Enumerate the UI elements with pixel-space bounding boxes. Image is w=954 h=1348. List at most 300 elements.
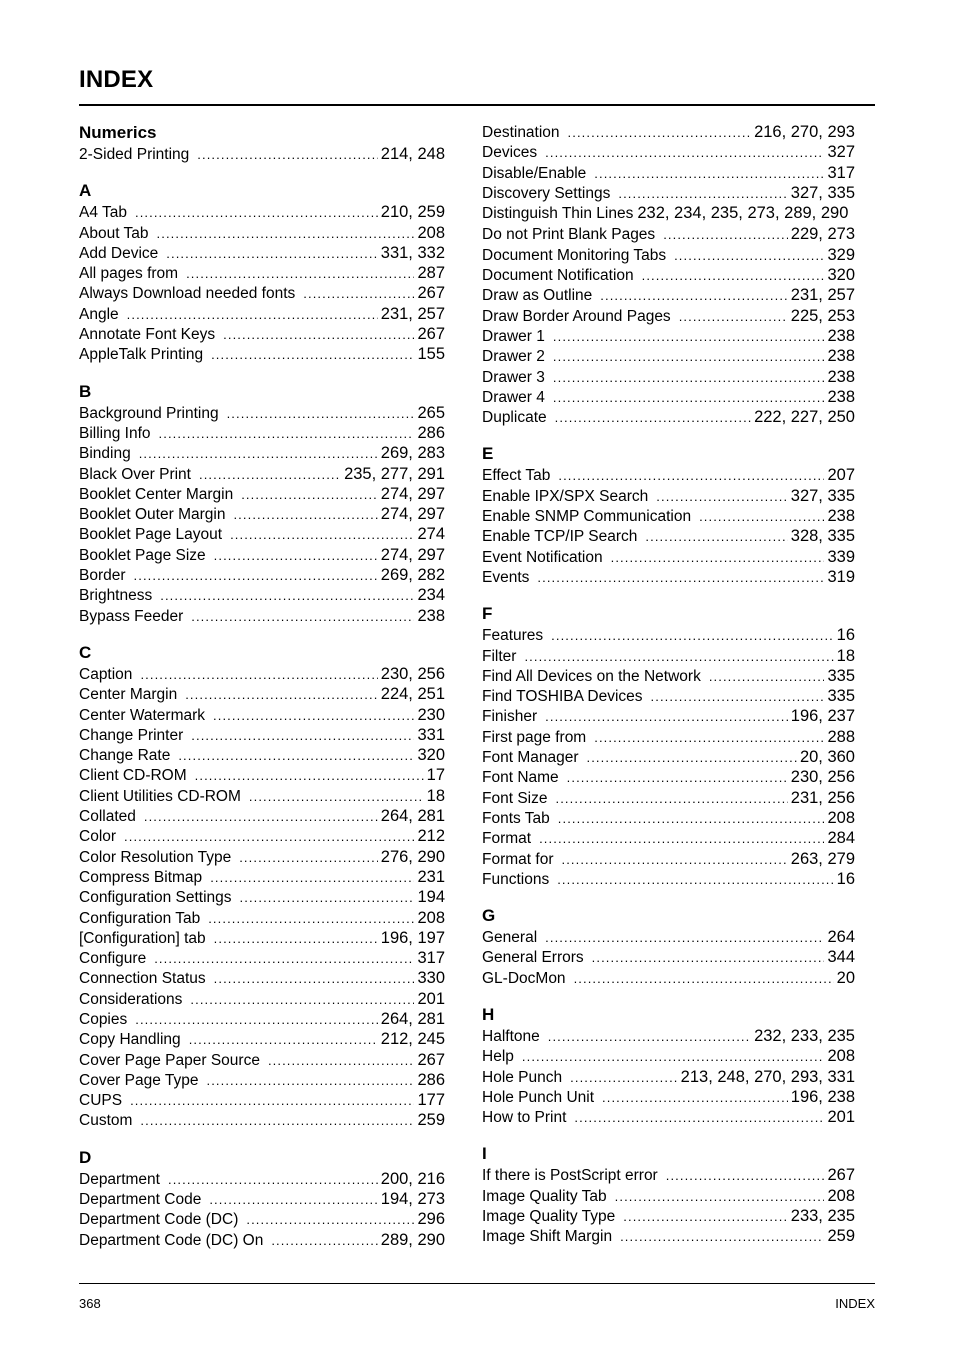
index-entry — [79, 1230, 445, 1250]
index-term: Configuration Settings — [79, 889, 232, 907]
index-entry — [482, 727, 855, 747]
page-references: 264, 281 — [380, 807, 445, 826]
dot-leader — [615, 1187, 825, 1207]
page-references: 238 — [827, 347, 855, 366]
index-term: Copies — [79, 1010, 128, 1028]
index-entry — [482, 306, 855, 326]
page-references: 18 — [836, 646, 855, 665]
index-term: Duplicate — [482, 409, 547, 427]
page-references: 289, 290 — [380, 1230, 445, 1249]
page-references: 269, 283 — [380, 444, 445, 463]
index-term: Format for — [482, 850, 554, 868]
index-term: Color — [79, 828, 117, 846]
index-term: Connection Status — [79, 970, 206, 988]
index-term: Document Notification — [482, 267, 634, 285]
index-section — [79, 180, 445, 364]
section-heading: H — [482, 1004, 495, 1024]
index-term: Hole Punch Unit — [482, 1088, 595, 1106]
page-references: 327, 335 — [790, 183, 855, 202]
footer-rule — [79, 1283, 875, 1284]
dot-leader — [246, 1210, 414, 1230]
dot-leader — [548, 1027, 751, 1047]
index-section — [482, 443, 855, 587]
page-references: 208 — [417, 223, 445, 242]
page-references: 288 — [827, 727, 855, 746]
index-entry — [79, 223, 445, 243]
page-references: 230, 256 — [790, 768, 855, 787]
dot-leader — [602, 1088, 788, 1108]
dot-leader — [199, 465, 341, 485]
index-entry — [482, 1226, 855, 1246]
index-term: Configure — [79, 950, 147, 968]
index-entry — [79, 304, 445, 324]
dot-leader — [674, 246, 824, 266]
page-references: 231, 257 — [380, 304, 445, 323]
index-entry — [79, 1050, 445, 1070]
dot-leader — [144, 807, 378, 827]
index-term: Color Resolution Type — [79, 848, 232, 866]
index-entry — [79, 765, 445, 785]
index-term: Format — [482, 830, 532, 848]
index-term: Enable IPX/SPX Search — [482, 487, 649, 505]
dot-leader — [592, 948, 825, 968]
index-entry — [79, 826, 445, 846]
index-term: Compress Bitmap — [79, 868, 203, 886]
dot-leader — [239, 848, 378, 868]
index-entry — [482, 849, 855, 869]
index-entry — [482, 224, 855, 244]
index-entry — [79, 1209, 445, 1229]
index-term: Event Notification — [482, 548, 603, 566]
dot-leader — [618, 184, 787, 204]
dot-leader — [191, 607, 414, 627]
page-references: 259 — [827, 1227, 855, 1246]
index-term: First page from — [482, 728, 587, 746]
index-entry — [79, 867, 445, 887]
dot-leader — [522, 1047, 825, 1067]
dot-leader — [558, 466, 824, 486]
index-term: Drawer 3 — [482, 368, 545, 386]
page-references: 208 — [827, 808, 855, 827]
index-term: Department Code (DC) — [79, 1211, 239, 1229]
dot-leader — [666, 1166, 825, 1186]
index-entry — [79, 928, 445, 948]
index-term: Department — [79, 1170, 160, 1188]
page-references: 210, 259 — [380, 203, 445, 222]
dot-leader — [545, 928, 824, 948]
dot-leader — [178, 746, 414, 766]
dot-leader — [594, 728, 824, 748]
dot-leader — [249, 787, 424, 807]
index-term: Destination — [482, 124, 560, 141]
header-rule — [79, 104, 875, 106]
index-term: Drawer 2 — [482, 348, 545, 366]
dot-leader — [620, 1227, 824, 1247]
dot-leader — [190, 990, 414, 1010]
index-entry — [79, 524, 445, 544]
dot-leader — [553, 347, 825, 367]
page-references: 319 — [827, 567, 855, 586]
page-references: 214, 248 — [380, 145, 445, 163]
index-term: Department Code (DC) On — [79, 1231, 264, 1249]
index-section — [482, 603, 855, 889]
dot-leader — [651, 687, 825, 707]
index-term: Image Quality Type — [482, 1208, 616, 1226]
index-term: Hole Punch — [482, 1068, 563, 1086]
index-column-left — [79, 122, 445, 1266]
index-term: Draw as Outline — [482, 287, 593, 305]
page-references: 327, 335 — [790, 486, 855, 505]
dot-leader — [157, 224, 415, 244]
index-term: GL-DocMon — [482, 969, 566, 987]
page-references: 238 — [827, 326, 855, 345]
index-entry — [79, 144, 445, 164]
index-section — [482, 1004, 855, 1127]
index-entry — [79, 806, 445, 826]
dot-leader — [555, 789, 787, 809]
index-term: Distinguish Thin Lines — [482, 205, 634, 223]
index-term: Center Margin — [79, 686, 178, 704]
dot-leader — [537, 568, 824, 588]
index-term: How to Print — [482, 1109, 567, 1127]
index-entry — [79, 908, 445, 928]
dot-leader — [656, 487, 787, 507]
page-references: 200, 216 — [380, 1169, 445, 1188]
dot-leader — [241, 485, 378, 505]
page-references: 320 — [827, 266, 855, 285]
index-term: Font Name — [482, 769, 559, 787]
index-entry — [482, 387, 855, 407]
index-entry — [482, 547, 855, 567]
page-references: 320 — [417, 746, 445, 765]
index-entry — [79, 1070, 445, 1090]
page-title: INDEX — [79, 66, 154, 93]
index-entry — [79, 263, 445, 283]
page-references: 344 — [827, 948, 855, 967]
dot-leader — [159, 424, 415, 444]
page-references: 196, 238 — [790, 1087, 855, 1106]
index-term: Help — [482, 1048, 514, 1066]
index-term: Features — [482, 627, 544, 645]
index-entry — [482, 625, 855, 645]
dot-leader — [587, 748, 797, 768]
index-term: Always Download needed fonts — [79, 285, 296, 303]
dot-leader — [223, 325, 414, 345]
page-references: 274, 297 — [380, 545, 445, 564]
section-heading: D — [79, 1147, 92, 1167]
dot-leader — [135, 1010, 378, 1030]
dot-leader — [557, 870, 833, 890]
index-entry — [482, 646, 855, 666]
index-term: Annotate Font Keys — [79, 326, 216, 344]
index-term: 2-Sided Printing — [79, 146, 190, 163]
index-term: Black Over Print — [79, 465, 191, 483]
page-references: 16 — [836, 869, 855, 888]
page-references: 201 — [417, 989, 445, 1008]
page-references: 208 — [827, 1047, 855, 1066]
page-references: 267 — [827, 1166, 855, 1185]
page-references: 329 — [827, 245, 855, 264]
page-references: 267 — [417, 284, 445, 303]
section-heading: A — [79, 181, 92, 201]
page-references: 264 — [827, 928, 855, 947]
index-entry — [482, 869, 855, 889]
dot-leader — [210, 868, 414, 888]
page-references: 212 — [417, 827, 445, 846]
dot-leader — [134, 566, 378, 586]
dot-leader — [568, 123, 752, 143]
page-references: 263, 279 — [790, 849, 855, 868]
dot-leader — [553, 327, 825, 347]
section-heading: F — [482, 604, 493, 624]
section-heading: E — [482, 444, 494, 464]
page-references: 335 — [827, 687, 855, 706]
page-references: 274 — [417, 525, 445, 544]
dot-leader — [555, 408, 751, 428]
dot-leader — [611, 548, 825, 568]
index-term: Bypass Feeder — [79, 607, 184, 625]
index-term: Font Manager — [482, 749, 579, 767]
index-entry — [482, 203, 855, 224]
index-entry — [79, 684, 445, 704]
page-references: 274, 297 — [380, 505, 445, 524]
dot-leader — [214, 546, 378, 566]
index-term: Functions — [482, 870, 550, 888]
dot-leader — [139, 444, 378, 464]
index-entry — [482, 465, 855, 485]
dot-leader — [135, 203, 378, 223]
index-term: Client Utilities CD-ROM — [79, 787, 241, 805]
index-term: Enable TCP/IP Search — [482, 528, 638, 546]
index-entry — [79, 283, 445, 303]
dot-leader — [574, 1108, 824, 1128]
index-term: Font Size — [482, 789, 548, 807]
index-term: Find TOSHIBA Devices — [482, 688, 643, 706]
index-term: Copy Handling — [79, 1031, 181, 1049]
page-references: 196, 237 — [790, 707, 855, 726]
dot-leader — [233, 505, 377, 525]
section-heading: C — [79, 642, 92, 662]
index-term: CUPS — [79, 1092, 123, 1110]
dot-leader — [679, 307, 788, 327]
index-entry — [482, 1067, 855, 1087]
dot-leader — [567, 768, 788, 788]
index-term: Background Printing — [79, 404, 219, 422]
index-entry — [79, 664, 445, 684]
dot-leader — [197, 145, 377, 165]
index-section — [79, 381, 445, 626]
index-term: Disable/Enable — [482, 164, 587, 182]
dot-leader — [230, 525, 414, 545]
dot-leader — [545, 707, 788, 727]
page-references: 238 — [417, 606, 445, 625]
index-entry — [79, 887, 445, 907]
index-term: Add Device — [79, 244, 159, 262]
dot-leader — [623, 1207, 788, 1227]
index-entry — [482, 1107, 855, 1127]
dot-leader — [191, 726, 414, 746]
index-entry — [482, 808, 855, 828]
page-references: 287 — [417, 264, 445, 283]
index-entry — [79, 705, 445, 725]
index-entry — [79, 443, 445, 463]
index-entry — [79, 423, 445, 443]
index-term: Border — [79, 567, 126, 585]
index-entry — [482, 183, 855, 203]
section-heading: I — [482, 1144, 487, 1164]
page-references: 328, 335 — [790, 527, 855, 546]
index-entry — [79, 1090, 445, 1110]
page-references: 339 — [827, 547, 855, 566]
index-entry — [482, 122, 855, 142]
index-term: Brightness — [79, 587, 153, 605]
dot-leader — [189, 1030, 378, 1050]
index-term: Booklet Page Layout — [79, 526, 223, 544]
page-references: 264, 281 — [380, 1009, 445, 1028]
index-entry — [482, 163, 855, 183]
index-entry — [482, 788, 855, 808]
page-references: 238 — [827, 387, 855, 406]
index-entry — [482, 265, 855, 285]
page-references: 230, 256 — [380, 664, 445, 683]
index-entry — [79, 786, 445, 806]
page-references: 155 — [417, 345, 445, 364]
index-entry — [79, 948, 445, 968]
index-entry — [79, 403, 445, 423]
page-references: 231, 256 — [790, 788, 855, 807]
dot-leader — [663, 225, 788, 245]
index-entry — [79, 1189, 445, 1209]
page-references: 284 — [827, 829, 855, 848]
dot-leader — [227, 404, 415, 424]
page-references: 196, 197 — [380, 928, 445, 947]
index-term: Change Rate — [79, 747, 171, 765]
index-term: Considerations — [79, 990, 183, 1008]
index-entry — [482, 367, 855, 387]
index-term: About Tab — [79, 224, 149, 242]
dot-leader — [140, 1111, 414, 1131]
index-term: Booklet Outer Margin — [79, 506, 226, 524]
index-term: Department Code — [79, 1191, 202, 1209]
index-entry — [482, 567, 855, 587]
index-term: Finisher — [482, 708, 538, 726]
index-entry — [482, 767, 855, 787]
dot-leader — [561, 850, 787, 870]
dot-leader — [551, 626, 833, 646]
index-term: Effect Tab — [482, 467, 551, 485]
index-term: Image Quality Tab — [482, 1187, 607, 1205]
page-references: 229, 273 — [790, 225, 855, 244]
index-term: Configuration Tab — [79, 909, 201, 927]
index-entry — [482, 968, 855, 988]
index-entry — [482, 947, 855, 967]
page-references: 330 — [417, 969, 445, 988]
index-entry — [482, 747, 855, 767]
dot-leader — [553, 388, 825, 408]
index-term: A4 Tab — [79, 204, 127, 222]
page-references: 230 — [417, 705, 445, 724]
dot-leader — [570, 1068, 678, 1088]
index-entry — [79, 545, 445, 565]
dot-leader — [594, 164, 824, 184]
index-entry — [79, 745, 445, 765]
dot-leader — [709, 667, 825, 687]
page-references: 317 — [417, 949, 445, 968]
index-entry — [79, 243, 445, 263]
page-references: 276, 290 — [380, 847, 445, 866]
index-term: Events — [482, 568, 530, 586]
index-entry — [482, 326, 855, 346]
index-term: Caption — [79, 665, 133, 683]
footer-section-title: INDEX — [835, 1296, 875, 1311]
index-entry — [482, 142, 855, 162]
dot-leader — [645, 527, 787, 547]
index-section — [482, 905, 855, 988]
page-references: 234 — [417, 586, 445, 605]
index-term: Devices — [482, 144, 538, 162]
page-references: 231 — [417, 867, 445, 886]
page-references: 177 — [417, 1091, 445, 1110]
dot-leader — [124, 827, 414, 847]
page-references: 269, 282 — [380, 566, 445, 585]
index-term: Do not Print Blank Pages — [482, 226, 656, 244]
index-term: General Errors — [482, 949, 584, 967]
index-term: Billing Info — [79, 424, 151, 442]
index-entry — [79, 324, 445, 344]
page-references: 259 — [417, 1111, 445, 1130]
dot-leader — [211, 345, 414, 365]
index-entry — [482, 1206, 855, 1226]
index-entry — [79, 344, 445, 364]
page-references: 286 — [417, 423, 445, 442]
index-term: Custom — [79, 1112, 133, 1130]
page-references: 331, 332 — [380, 243, 445, 262]
dot-leader — [271, 1231, 377, 1251]
index-entry — [482, 346, 855, 366]
dot-leader — [240, 888, 415, 908]
page-references: 207 — [827, 466, 855, 485]
index-entry — [482, 1087, 855, 1107]
page-references: 20 — [836, 968, 855, 987]
page-references: 216, 270, 293 — [754, 123, 855, 141]
index-term: Fonts Tab — [482, 809, 550, 827]
index-column-right — [482, 122, 855, 1263]
page-references: 327 — [827, 143, 855, 162]
page-references: 18 — [426, 786, 445, 805]
index-entry — [482, 1186, 855, 1206]
index-term: Filter — [482, 647, 517, 665]
index-entry — [79, 1029, 445, 1049]
page-references: 232, 233, 235 — [754, 1026, 855, 1045]
index-entry — [79, 968, 445, 988]
index-entry — [482, 706, 855, 726]
dot-leader — [208, 909, 414, 929]
index-term: All pages from — [79, 265, 179, 283]
index-entry — [482, 1026, 855, 1046]
index-term: Booklet Center Margin — [79, 485, 234, 503]
dot-leader — [206, 1071, 414, 1091]
page-references: 274, 297 — [380, 484, 445, 503]
index-section — [79, 122, 445, 164]
dot-leader — [154, 949, 414, 969]
index-entry — [79, 725, 445, 745]
page-references: 335 — [827, 666, 855, 685]
index-section — [79, 1147, 445, 1250]
dot-leader — [195, 766, 424, 786]
index-entry — [482, 285, 855, 305]
index-section — [79, 642, 445, 1131]
index-term: [Configuration] tab — [79, 929, 206, 947]
